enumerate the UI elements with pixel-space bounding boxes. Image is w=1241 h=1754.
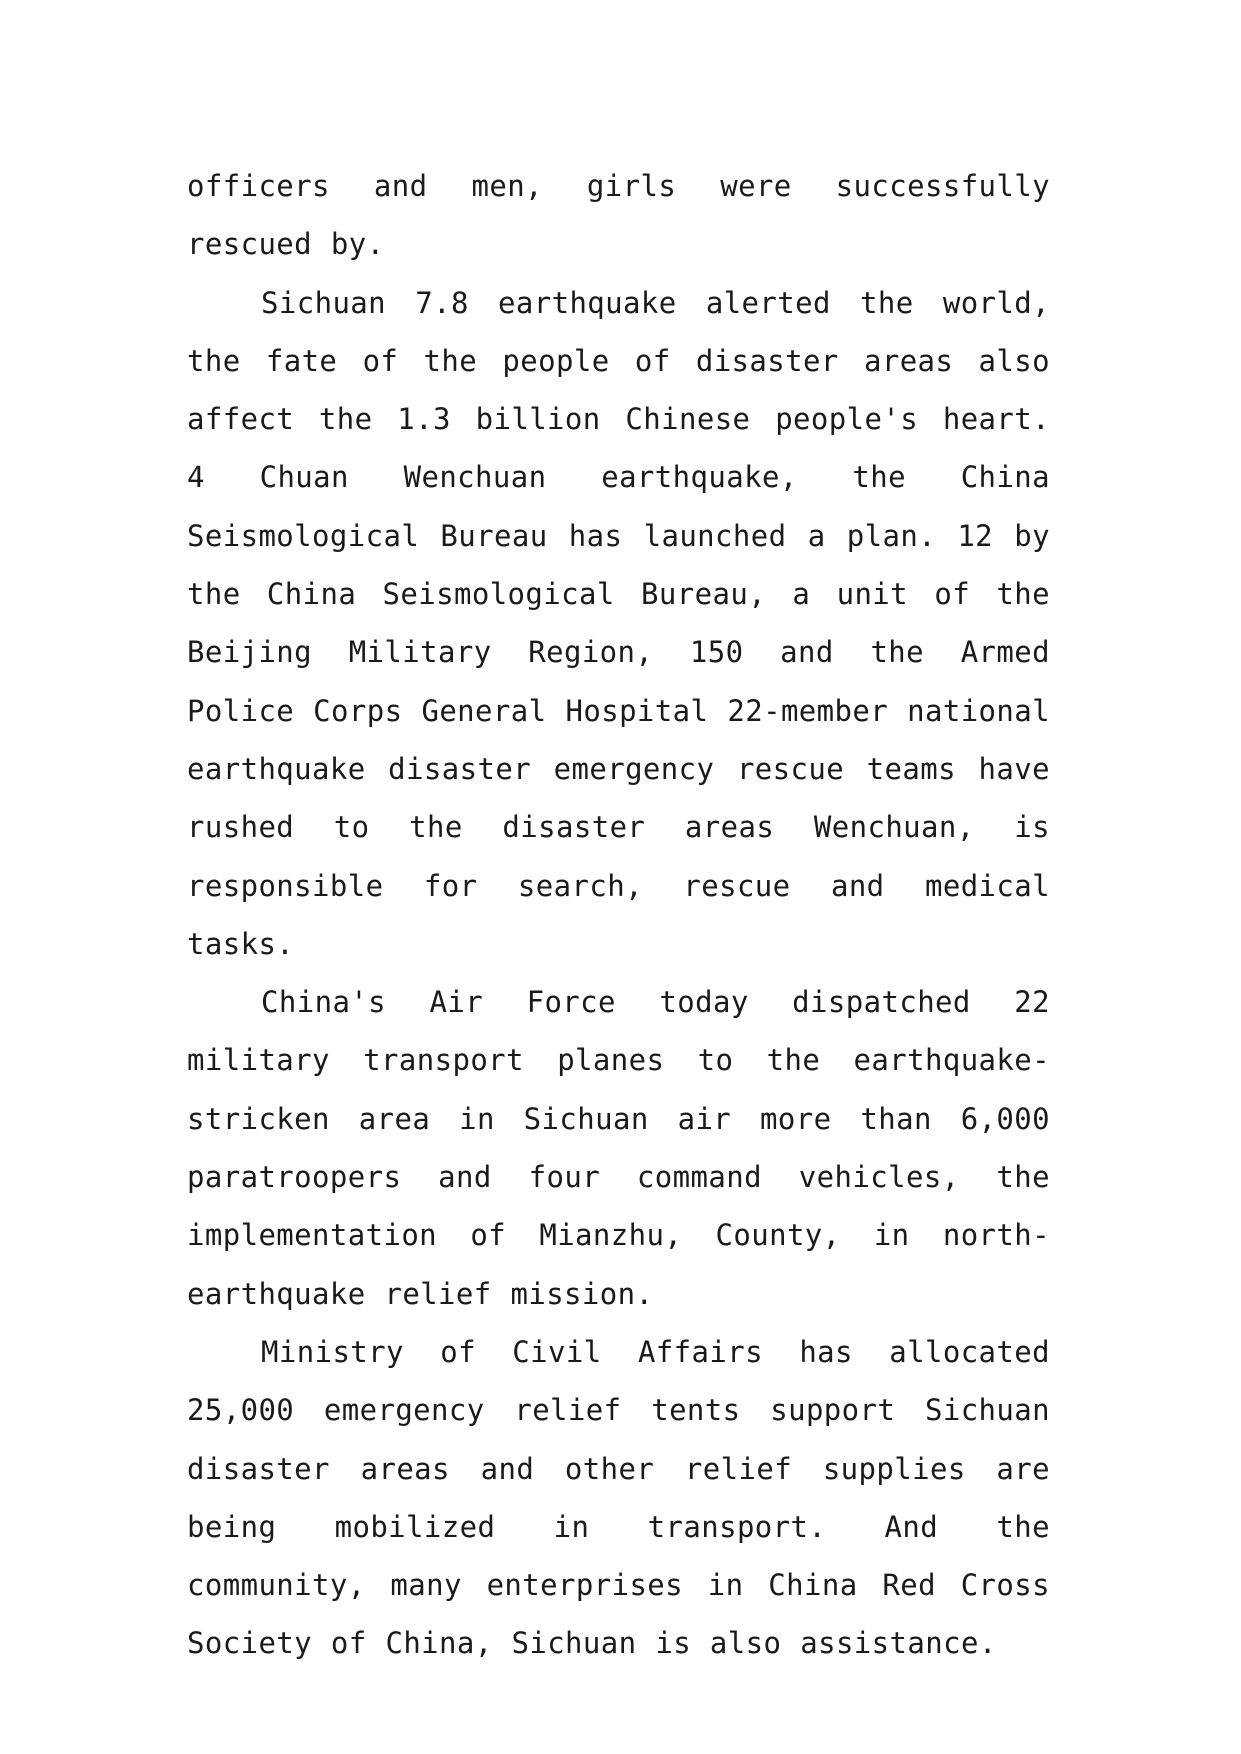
paragraph-3: China's Air Force today dispatched 22 military transport planes to the earthquake-stricken area in Sichuan air more than 6,000 paratroopers and four command vehicles, the implementation of Mianzhu, County, in north-earthquake relief mission.: [187, 985, 1050, 1311]
paragraph-2: Sichuan 7.8 earthquake alerted the world, the fate of the people of disaster areas also affect the 1.3 billion Chinese people's heart. 4 Chuan Wenchuan earthquake, the China Seismological Bureau has launched a plan. 12 by the China Seismological Bureau, a unit of the Beijing Military Region, 150 and the Armed Police Corps General Hospital 22-member national earthquake disaster emergency rescue teams have rushed to the disaster areas Wenchuan, is responsible for search, rescue and medical tasks.: [187, 285, 1050, 961]
paragraph-1: officers and men, girls were successfully rescued by.: [187, 169, 1050, 262]
document-body: [187, 157, 1050, 1673]
paragraph-4: Ministry of Civil Affairs has allocated 25,000 emergency relief tents support Sichuan disaster areas and other relief supplies are being mobilized in transport. And the community, many enterprises in China Red Cross Society of China, Sichuan is also assistance.: [187, 1334, 1050, 1661]
